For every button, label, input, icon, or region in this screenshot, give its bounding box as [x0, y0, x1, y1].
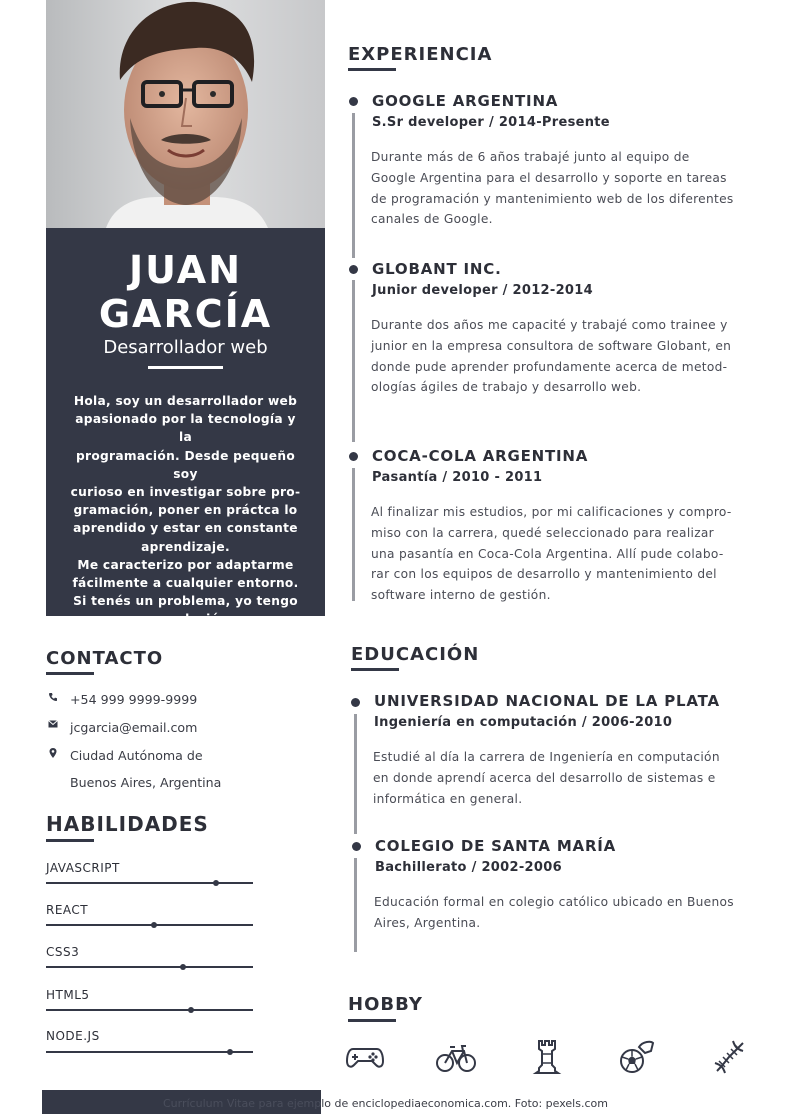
last-name: GARCÍA — [98, 292, 273, 336]
dna-icon — [709, 1037, 749, 1077]
education-description — [374, 892, 756, 934]
experience-section-title: EXPERIENCIA — [348, 44, 493, 65]
bio-line: aprendizaje. — [141, 539, 230, 554]
timeline-dot — [351, 698, 360, 707]
timeline-dot — [352, 842, 361, 851]
description-line: Google Argentina para el desarrollo y soporte en tareas — [371, 170, 727, 185]
degree: Ingeniería en computación / 2006-2010 — [374, 715, 673, 730]
description-line: Durante dos años me capacité y trabajé como trainee y — [371, 318, 728, 332]
timeline-dot — [349, 452, 358, 461]
profile-panel — [46, 228, 325, 627]
timeline-line — [354, 714, 357, 834]
education-description — [373, 747, 755, 809]
education-section-title: EDUCACIÓN — [351, 644, 480, 665]
skill-level-marker — [188, 1007, 194, 1013]
institution-name: UNIVERSIDAD NACIONAL DE LA PLATA — [374, 692, 720, 710]
description-line: una pasantía en Coca-Cola Argentina. Allí pude colabo- — [371, 546, 724, 561]
skill-label: REACT — [46, 903, 89, 917]
hobby-title-underline — [348, 1019, 396, 1022]
description-line: en donde aprendí acerca del desarrollo de sistemas e — [373, 770, 716, 785]
description-line: Durante más de 6 años trabajé junto al equipo de — [371, 150, 690, 164]
gamepad-icon — [345, 1037, 385, 1077]
skill-bar — [46, 1051, 253, 1053]
skill-level-marker — [180, 964, 186, 970]
skills-section-title: HABILIDADES — [46, 812, 209, 836]
timeline-dot — [349, 265, 358, 274]
description-line: donde pude aprender profundamente acerca de metod- — [371, 359, 728, 374]
bio-line: curioso en investigar sobre pro- — [70, 485, 301, 500]
company-name: COCA-COLA ARGENTINA — [372, 447, 589, 465]
first-name: JUAN — [128, 248, 243, 292]
chess-rook-icon — [527, 1037, 567, 1077]
timeline-dot — [349, 97, 358, 106]
phone-number[interactable]: +54 999 9999-9999 — [70, 692, 198, 707]
skill-level-marker — [213, 880, 219, 886]
envelope-icon — [46, 720, 60, 731]
company-name: GOOGLE ARGENTINA — [372, 92, 559, 110]
hobby-section-title: HOBBY — [348, 994, 423, 1015]
description-line: junior en la empresa consultora de software Globant, en — [371, 338, 732, 353]
description-line: Al finalizar mis estudios, por mi calificaciones y compro- — [371, 505, 732, 519]
footer-faint-text: Currículum Vitae para ejemp — [163, 1097, 322, 1110]
skill-level-marker — [151, 922, 157, 928]
education-title-underline — [351, 668, 399, 671]
timeline-line — [352, 113, 355, 258]
skill-label: CSS3 — [46, 945, 80, 959]
job-description — [371, 502, 753, 606]
job-description — [371, 315, 753, 398]
job-title-underline — [148, 366, 223, 369]
bicycle-icon — [435, 1037, 475, 1077]
skill-label: JAVASCRIPT — [46, 861, 120, 875]
description-line: canales de Google. — [371, 212, 493, 227]
skill-bar — [46, 966, 253, 968]
contact-section-title: CONTACTO — [46, 648, 164, 669]
description-line: Estudié al día la carrera de Ingeniería en computación — [373, 750, 720, 764]
job-description — [371, 147, 753, 230]
bio-line: Si tenés un problema, yo tengo — [73, 594, 298, 609]
skill-label: NODE.JS — [46, 1029, 100, 1043]
bio-line: Me caracterizo por adaptarme — [77, 557, 294, 572]
bio-line: una solución. — [137, 612, 234, 627]
description-line: Educación formal en colegio católico ubicado en Buenos — [374, 895, 734, 909]
email-address[interactable]: jcgarcia@email.com — [70, 720, 198, 735]
address-line-2: Buenos Aires, Argentina — [70, 775, 222, 790]
bio-line: apasionado por la tecnología y la — [75, 412, 296, 445]
description-line: informática en general. — [373, 791, 523, 806]
footer-credit-text[interactable]: lo de enciclopediaeconomica.com. Foto: pexels.com — [321, 1097, 608, 1110]
description-line: Aires, Argentina. — [374, 915, 481, 930]
company-name: GLOBANT INC. — [372, 260, 502, 278]
skill-label: HTML5 — [46, 988, 90, 1002]
description-line: ologías ágiles de trabajo y desarrollo web. — [371, 380, 642, 395]
description-line: de programación y mantenimiento web de los diferentes — [371, 191, 734, 206]
skills-title-underline — [46, 839, 94, 842]
profile-photo — [46, 0, 325, 228]
skill-bar — [46, 924, 253, 926]
timeline-line — [352, 468, 355, 601]
portrait-image — [46, 0, 325, 228]
job-position: Junior developer / 2012-2014 — [372, 283, 593, 298]
bio-line: fácilmente a cualquier entorno. — [72, 576, 299, 591]
job-position: Pasantía / 2010 - 2011 — [372, 470, 543, 485]
job-position: S.Sr developer / 2014-Presente — [372, 115, 610, 130]
experience-title-underline — [348, 68, 396, 71]
bio-line: Hola, soy un desarrollador web — [73, 394, 298, 408]
job-title: Desarrollador web — [103, 337, 268, 358]
description-line: rar con los equipos de desarrollo y mantenimiento del — [371, 567, 717, 582]
timeline-line — [352, 280, 355, 442]
soccer-icon — [617, 1037, 657, 1077]
institution-name: COLEGIO DE SANTA MARÍA — [375, 837, 617, 855]
location-pin-icon — [46, 748, 60, 761]
bio-line: programación. Desde pequeño soy — [76, 448, 295, 481]
skill-bar — [46, 882, 253, 884]
timeline-line — [354, 858, 357, 952]
phone-icon — [46, 692, 60, 705]
profile-bio — [68, 392, 303, 629]
description-line: miso con la carrera, quedé seleccionado para realizar — [371, 525, 714, 540]
description-line: software interno de gestión. — [371, 588, 551, 603]
address-line-1: Ciudad Autónoma de — [70, 748, 203, 763]
skill-level-marker — [227, 1049, 233, 1055]
bio-line: aprendido y estar en constante — [73, 521, 298, 536]
degree: Bachillerato / 2002-2006 — [375, 860, 562, 875]
bio-line: gramación, poner en práctca lo — [73, 503, 298, 518]
contact-title-underline — [46, 672, 94, 675]
skill-bar — [46, 1009, 253, 1011]
